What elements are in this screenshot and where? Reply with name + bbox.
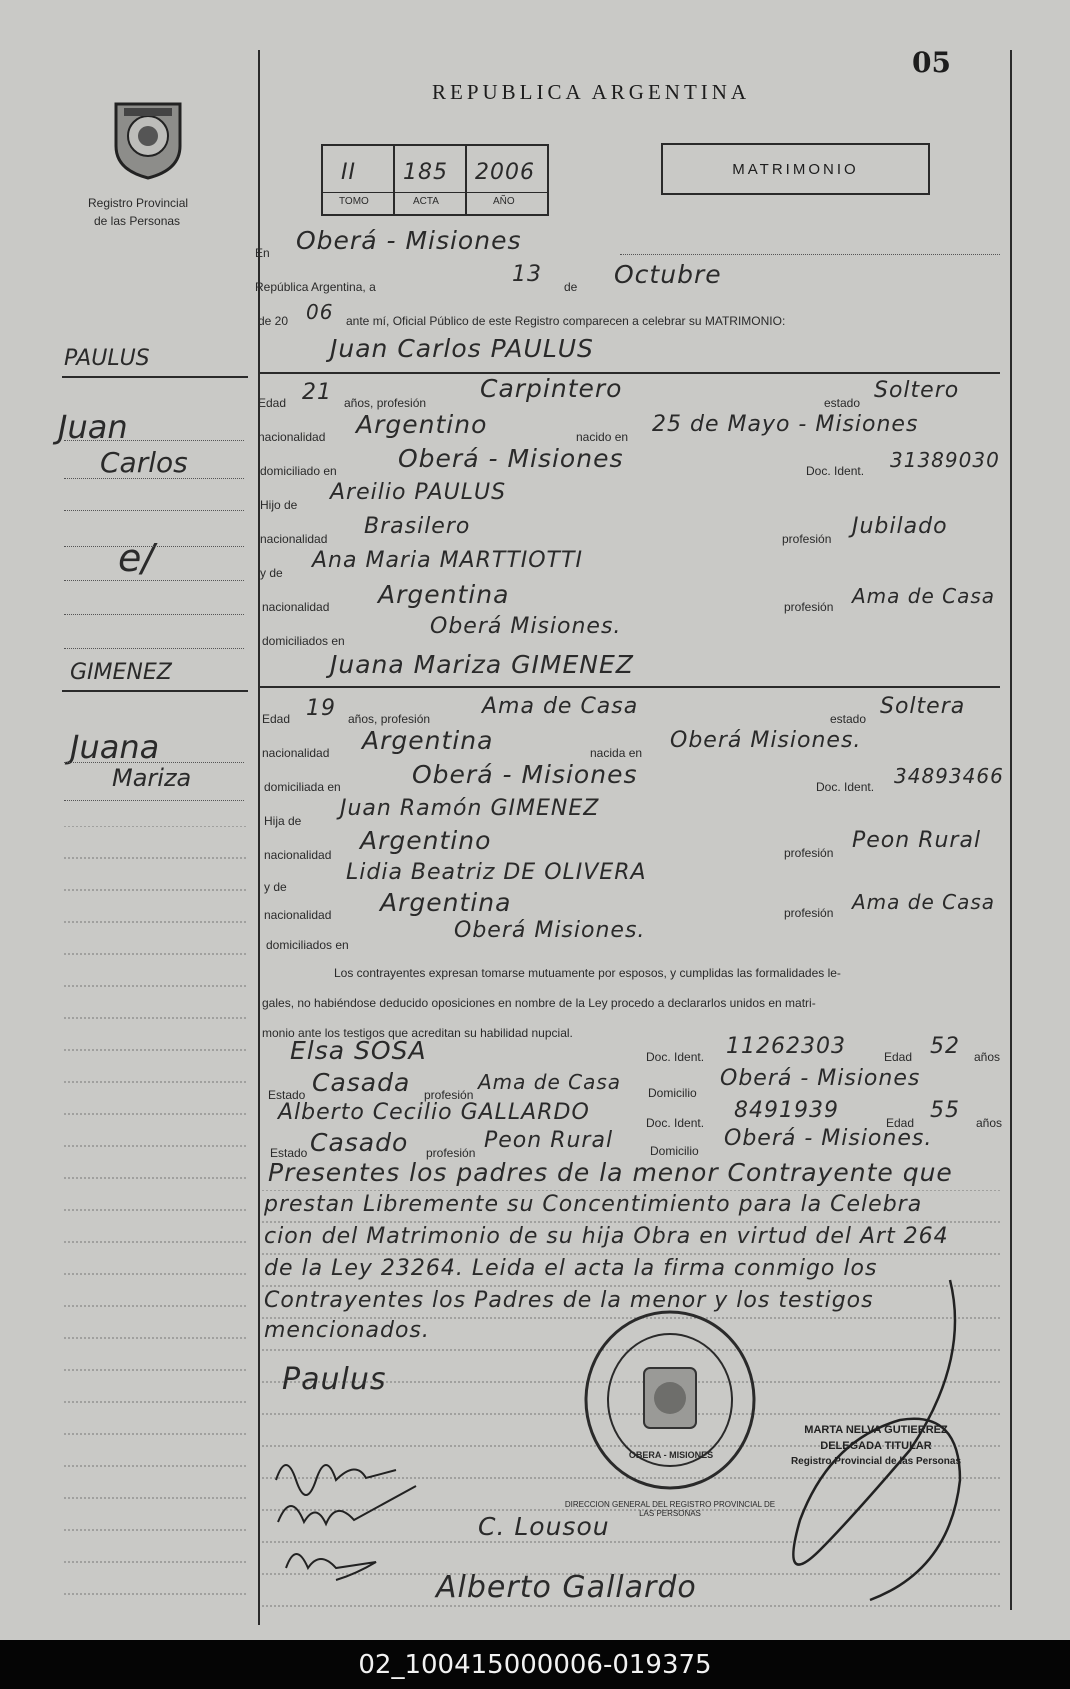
republica-label: República Argentina, a bbox=[255, 280, 376, 294]
margin-line-2 bbox=[62, 690, 248, 692]
witness1-estado-label: Estado bbox=[268, 1088, 306, 1102]
groom-doc-label: Doc. Ident. bbox=[806, 464, 865, 478]
margin-dot-3 bbox=[64, 510, 244, 511]
groom-profession: Carpintero bbox=[480, 374, 623, 403]
bride-address: Oberá - Misiones bbox=[412, 760, 638, 789]
margin-dot-7 bbox=[64, 648, 244, 649]
groom-civil-state: Soltero bbox=[874, 378, 960, 403]
witness2-doc-label: Doc. Ident. bbox=[646, 1116, 705, 1130]
right-border bbox=[1010, 50, 1012, 1610]
bride-birthplace: Oberá Misiones. bbox=[670, 728, 862, 753]
witness1-dom-label: Domicilio bbox=[648, 1086, 697, 1100]
groom-parents-address: Oberá Misiones. bbox=[430, 614, 622, 639]
bride-full-name: Juana Mariza GIMENEZ bbox=[330, 650, 634, 679]
witness1-prof-label: profesión bbox=[424, 1088, 474, 1102]
margin-dot-9 bbox=[64, 800, 244, 801]
anio-label: AÑO bbox=[493, 196, 515, 207]
acta-cell bbox=[395, 146, 467, 214]
bride-father-profession: Peon Rural bbox=[852, 828, 982, 853]
margin-bride-surname: GIMENEZ bbox=[70, 660, 172, 685]
witness1-doc-label: Doc. Ident. bbox=[646, 1050, 705, 1064]
tomo-label: TOMO bbox=[339, 196, 369, 207]
margin-dot-5 bbox=[64, 580, 244, 581]
registry-emblem-icon bbox=[110, 96, 186, 180]
groom-separator bbox=[258, 372, 1000, 374]
bride-edad-label: Edad bbox=[262, 712, 291, 726]
witness2-civil-state: Casado bbox=[310, 1128, 409, 1157]
groom-nationality: Argentino bbox=[356, 410, 488, 439]
signature-scribbles-left bbox=[266, 1450, 436, 1590]
groom-domicilio-label: domiciliado en bbox=[260, 464, 337, 478]
anio-cell bbox=[467, 146, 549, 214]
page-number: 05 bbox=[912, 46, 951, 79]
tomo-cell bbox=[323, 146, 395, 214]
margin-groom-given-2: Carlos bbox=[100, 446, 188, 479]
margin-ruled-lines bbox=[64, 826, 248, 1616]
margin-dot-2 bbox=[64, 478, 244, 479]
witness2-prof-label: profesión bbox=[426, 1146, 476, 1160]
groom-father-prof-label: profesión bbox=[782, 532, 832, 546]
year-prefix: de 20 bbox=[258, 314, 289, 328]
bride-mother-nationality: Argentina bbox=[380, 888, 512, 917]
note-line-4: de la Ley 23264. Leida el acta la firma conmigo los bbox=[264, 1256, 878, 1281]
signature-groom: Paulus bbox=[282, 1362, 387, 1397]
witness1-name: Elsa SOSA bbox=[290, 1036, 427, 1065]
bride-mother-nat-label: nacionalidad bbox=[264, 908, 332, 922]
witness1-civil-state: Casada bbox=[312, 1068, 411, 1097]
bride-father-nat-label: nacionalidad bbox=[264, 848, 332, 862]
groom-father-nationality: Brasilero bbox=[364, 514, 471, 539]
note-line-2: prestan Libremente su Concentimiento para la Celebra bbox=[264, 1192, 923, 1217]
bride-profession: Ama de Casa bbox=[482, 694, 639, 719]
witness1-doc: 11262303 bbox=[726, 1034, 846, 1059]
tomo-value: II bbox=[341, 160, 356, 185]
delegate-name: MARTA NELVA GUTIERREZ bbox=[804, 1424, 948, 1436]
groom-mother-prof-label: profesión bbox=[784, 600, 834, 614]
de-label: de bbox=[564, 280, 578, 294]
delegate-title: DELEGADA TITULAR bbox=[820, 1440, 932, 1452]
delegate-office: Registro Provincial de las Personas bbox=[790, 1456, 962, 1467]
stamp-city: OBERA - MISIONES bbox=[628, 1450, 714, 1460]
groom-father-nat-label: nacionalidad bbox=[260, 532, 328, 546]
groom-doc: 31389030 bbox=[890, 448, 1000, 472]
signature-gallardo: Alberto Gallardo bbox=[436, 1570, 697, 1605]
witness1-profession: Ama de Casa bbox=[478, 1070, 622, 1094]
bride-age: 19 bbox=[306, 696, 336, 721]
note-line-5: Contrayentes los Padres de la menor y los testigos bbox=[264, 1288, 874, 1313]
intro-month: Octubre bbox=[614, 260, 722, 289]
margin-groom-surname: PAULUS bbox=[64, 346, 150, 371]
groom-mother: Ana Maria MARTTIOTTI bbox=[312, 548, 583, 573]
declaration-line-3: monio ante los testigos que acreditan su habilidad nupcial. bbox=[262, 1026, 573, 1040]
footer-code: 02_100415000006-019375 bbox=[0, 1640, 1070, 1689]
bride-mother: Lidia Beatriz DE OLIVERA bbox=[346, 860, 647, 885]
margin-dot-8 bbox=[64, 762, 244, 763]
margin-dot-4 bbox=[64, 546, 244, 547]
stamp-text: DIRECCION GENERAL DEL REGISTRO PROVINCIAL DE LAS PERSONAS bbox=[564, 1500, 776, 1518]
signature-witness: C. Lousou bbox=[478, 1512, 610, 1541]
intro-place: Oberá - Misiones bbox=[296, 226, 522, 255]
anio-value: 2006 bbox=[475, 160, 535, 185]
groom-mother-nat-label: nacionalidad bbox=[262, 600, 330, 614]
bride-father-prof-label: profesión bbox=[784, 846, 834, 860]
margin-line-1 bbox=[62, 376, 248, 378]
groom-estado-label: estado bbox=[824, 396, 861, 410]
bride-civil-state: Soltera bbox=[880, 694, 966, 719]
intro-day: 13 bbox=[512, 262, 542, 287]
margin-groom-given-1: Juan bbox=[58, 408, 128, 446]
bride-domicilio-label: domiciliada en bbox=[264, 780, 341, 794]
witness2-estado-label: Estado bbox=[270, 1146, 308, 1160]
groom-full-name: Juan Carlos PAULUS bbox=[330, 334, 594, 363]
groom-edad-label: Edad bbox=[258, 396, 287, 410]
bride-anos-label: años, profesión bbox=[348, 712, 431, 726]
bride-doc: 34893466 bbox=[894, 764, 1004, 788]
witness1-address: Oberá - Misiones bbox=[720, 1066, 921, 1091]
margin-conjunction: e/ bbox=[118, 536, 155, 580]
intro-statement: ante mí, Oficial Público de este Registro comparecen a celebrar su MATRIMONIO: bbox=[346, 314, 786, 328]
bride-hija-label: Hija de bbox=[264, 814, 302, 828]
groom-parents-dom-label: domiciliados en bbox=[262, 634, 345, 648]
witness2-doc: 8491939 bbox=[734, 1098, 839, 1123]
bride-parents-dom-label: domiciliados en bbox=[266, 938, 349, 952]
witness1-edad-label: Edad bbox=[884, 1050, 913, 1064]
country-heading: REPUBLICA ARGENTINA bbox=[432, 80, 751, 104]
groom-father: Areilio PAULUS bbox=[330, 480, 507, 505]
place-line bbox=[620, 254, 1000, 255]
groom-father-profession: Jubilado bbox=[852, 514, 948, 539]
margin-bride-given-1: Juana bbox=[70, 728, 160, 766]
groom-age: 21 bbox=[302, 380, 332, 405]
record-box-divider bbox=[323, 192, 547, 193]
groom-address: Oberá - Misiones bbox=[398, 444, 624, 473]
witness1-age: 52 bbox=[930, 1034, 960, 1059]
groom-hijo-label: Hijo de bbox=[260, 498, 298, 512]
witness1-anos-label: años bbox=[974, 1050, 1001, 1064]
witness2-dom-label: Domicilio bbox=[650, 1144, 699, 1158]
note-line-1: Presentes los padres de la menor Contrayente que bbox=[268, 1158, 953, 1187]
groom-mother-nationality: Argentina bbox=[378, 580, 510, 609]
record-box bbox=[321, 144, 549, 216]
margin-dot-6 bbox=[64, 614, 244, 615]
year-suffix: 06 bbox=[306, 300, 334, 324]
registry-name-line2: de las Personas bbox=[94, 214, 181, 228]
witness2-edad-label: Edad bbox=[886, 1116, 915, 1130]
bride-separator bbox=[258, 686, 1000, 688]
margin-bride-given-2: Mariza bbox=[112, 764, 192, 792]
bride-doc-label: Doc. Ident. bbox=[816, 780, 875, 794]
act-type-box: MATRIMONIO bbox=[661, 143, 930, 195]
bride-mother-profession: Ama de Casa bbox=[852, 890, 996, 914]
declaration-line-2: gales, no habiéndose deducido oposiciones en nombre de la Ley procedo a declararlos unidos en matri- bbox=[262, 996, 816, 1010]
bride-mother-prof-label: profesión bbox=[784, 906, 834, 920]
witness2-address: Oberá - Misiones. bbox=[724, 1126, 933, 1151]
bride-yde-label: y de bbox=[264, 880, 287, 894]
bride-father: Juan Ramón GIMENEZ bbox=[340, 796, 600, 821]
note-line-6: mencionados. bbox=[264, 1318, 430, 1343]
groom-mother-profession: Ama de Casa bbox=[852, 584, 996, 608]
groom-anos-label: años, profesión bbox=[344, 396, 427, 410]
acta-value: 185 bbox=[403, 160, 448, 185]
note-line-3: cion del Matrimonio de su hija Obra en virtud del Art 264 bbox=[264, 1224, 949, 1249]
registry-name-line1: Registro Provincial bbox=[88, 196, 189, 210]
witness2-anos-label: años bbox=[976, 1116, 1003, 1130]
acta-label: ACTA bbox=[413, 196, 439, 207]
groom-birthplace: 25 de Mayo - Misiones bbox=[652, 412, 919, 437]
bride-father-nationality: Argentino bbox=[360, 826, 492, 855]
official-stamp bbox=[564, 1310, 776, 1518]
bride-nationality: Argentina bbox=[362, 726, 494, 755]
bride-estado-label: estado bbox=[830, 712, 867, 726]
margin-dot-1 bbox=[64, 440, 244, 441]
witness2-name: Alberto Cecilio GALLARDO bbox=[278, 1100, 590, 1125]
groom-nacido-label: nacido en bbox=[576, 430, 629, 444]
groom-yde-label: y de bbox=[260, 566, 283, 580]
witness2-age: 55 bbox=[930, 1098, 960, 1123]
en-label: En bbox=[255, 246, 270, 260]
bride-nacida-label: nacida en bbox=[590, 746, 643, 760]
bride-nacionalidad-label: nacionalidad bbox=[262, 746, 330, 760]
declaration-line-1: Los contrayentes expresan tomarse mutuamente por esposos, y cumplidas las formalidades le- bbox=[334, 966, 841, 980]
groom-nacionalidad-label: nacionalidad bbox=[258, 430, 326, 444]
witness2-profession: Peon Rural bbox=[484, 1128, 614, 1153]
bride-parents-address: Oberá Misiones. bbox=[454, 918, 646, 943]
